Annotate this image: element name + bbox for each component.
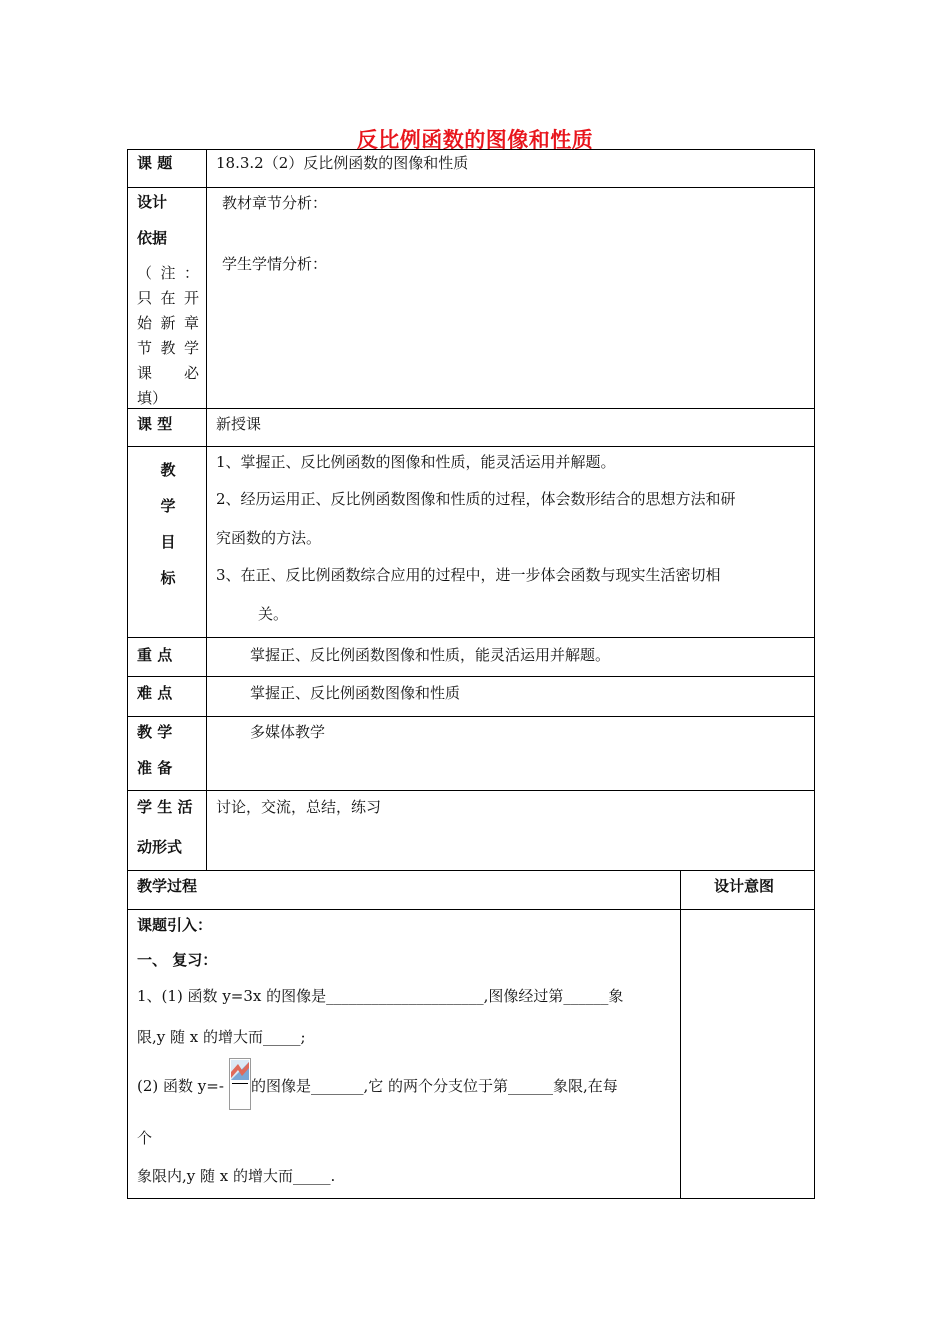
goals-label-char: 学	[160, 497, 176, 515]
textbook-analysis: 教材章节分析：	[222, 194, 328, 212]
document-title: 反比例函数的图像和性质	[356, 128, 594, 152]
activity-label-2: 动形式	[137, 838, 183, 856]
topic-value: 18.3.2（2）反比例函数的图像和性质	[216, 154, 469, 172]
basis-note-line: 节 教 学	[137, 339, 199, 357]
activity-value: 讨论，交流，总结，练习	[216, 798, 382, 816]
basis-note-line: 始 新 章	[137, 314, 199, 332]
question-1-line-2: 限,y 随 x 的增大而_____;	[137, 1028, 306, 1046]
intro-heading: 课题引入：	[137, 916, 213, 934]
goals-label-char: 标	[160, 569, 176, 587]
goals-label-char: 教	[160, 461, 176, 479]
basis-note-line: 课 必	[137, 364, 199, 382]
basis-note	[137, 261, 199, 411]
topic-label: 课 题	[137, 154, 173, 172]
difficulty-value: 掌握正、反比例函数图像和性质	[250, 684, 461, 702]
difficulty-label: 难 点	[137, 684, 173, 702]
goal-item: 关。	[258, 605, 289, 623]
fraction-image-icon	[229, 1058, 251, 1110]
goals-label	[137, 452, 199, 596]
student-analysis: 学生学情分析：	[222, 255, 328, 273]
basis-label-2: 依据	[137, 229, 168, 247]
type-value: 新授课	[216, 415, 262, 433]
goal-item: 究函数的方法。	[216, 529, 322, 547]
question-2-prefix: (2) 函数 y=-	[137, 1077, 224, 1095]
prep-label-1: 教 学	[137, 723, 173, 741]
prep-label-2: 准 备	[137, 759, 173, 777]
basis-note-line: （ 注 ：	[137, 264, 199, 282]
type-label: 课 型	[137, 415, 173, 433]
basis-note-line: 填）	[137, 389, 168, 407]
review-heading: 一、 复习：	[137, 951, 218, 969]
prep-value: 多媒体教学	[250, 723, 326, 741]
goal-item: 2、经历运用正、反比例函数图像和性质的过程，体会数形结合的思想方法和研	[216, 490, 736, 508]
question-2-line-2: 个	[137, 1129, 153, 1147]
intent-header: 设计意图	[714, 877, 775, 895]
question-2-suffix: 的图像是_______,它 的两个分支位于第______象限,在每	[251, 1077, 618, 1095]
key-label: 重 点	[137, 646, 173, 664]
activity-label-1: 学 生 活	[137, 798, 193, 816]
process-header: 教学过程	[137, 877, 198, 895]
goal-item: 1、掌握正、反比例函数的图像和性质，能灵活运用并解题。	[216, 453, 616, 471]
question-1-line-1: 1、(1) 函数 y=3x 的图像是_____________________,图像经过第______象	[137, 987, 624, 1005]
question-2-line-3: 象限内,y 随 x 的增大而_____.	[137, 1167, 336, 1185]
goals-label-char: 目	[160, 533, 176, 551]
key-value: 掌握正、反比例函数图像和性质，能灵活运用并解题。	[250, 646, 611, 664]
basis-label-1: 设计	[137, 193, 168, 211]
goal-item: 3、在正、反比例函数综合应用的过程中，进一步体会函数与现实生活密切相	[216, 566, 721, 584]
basis-note-line: 只 在 开	[137, 289, 199, 307]
